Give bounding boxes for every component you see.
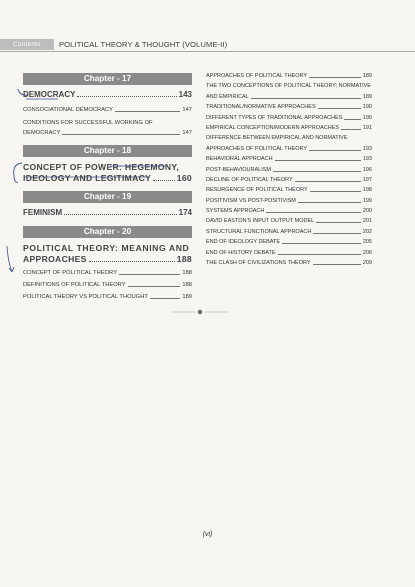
pen-bracket-mark [14,163,22,183]
toc-entry-feminism[interactable]: FEMINISM 174 [23,208,192,217]
toc-entry-positivism[interactable]: POSITIVISM VS POST-POSITIVISM 199 [206,197,372,204]
toc-entry-difference-empirical-normative[interactable]: DIFFERENCE BETWEEN EMPIRICAL AND NORMATIVE APPROACHES OF POLITICAL THEORY 193 [206,135,372,152]
toc-entry-systems[interactable]: SYSTEMS APPROACH 200 [206,208,372,215]
toc-entry-empirical-conception[interactable]: EMPIRICAL CONCEPTION/MODERN APPROACHES 191 [206,124,372,131]
toc-entry-concept-of-power[interactable]: CONCEPT OF POWER: HEGEMONY, IDEOLOGY AND LEGITIMACY 160 [23,162,192,183]
toc-entry-definitions-political-theory[interactable]: DEFINITIONS OF POLITICAL THEORY 188 [23,282,192,288]
toc-entry-concept-political-theory[interactable]: CONCEPT OF POLITICAL THEORY 188 [23,270,192,276]
toc-right-column [206,73,372,270]
toc-entry-behavioral[interactable]: BEHAVIORAL APPROACH 193 [206,156,372,163]
toc-entry-consociational-democracy[interactable]: CONSOCIATIONAL DEMOCRACY 147 [23,107,192,113]
diamond-divider-icon [170,309,230,315]
header-rule [0,51,415,52]
toc-entry-structural-functional[interactable]: STRUCTURAL FUNCTIONAL APPROACH 202 [206,228,372,235]
toc-entry-two-conceptions[interactable]: THE TWO CONCEPTIONS OF POLITICAL THEORY; NORMATIVE AND EMPIRICAL 189 [206,83,372,100]
toc-left-column [23,73,192,300]
running-header [0,39,415,51]
chapter-17-heading: Chapter - 17 [23,73,192,85]
toc-entry-conditions-democracy[interactable]: CONDITIONS FOR SUCCESSFUL WORKING OF DEMOCRACY 147 [23,120,192,136]
pen-arrow-mark [7,246,14,272]
toc-entry-types-traditional[interactable]: DIFFERENT TYPES OF TRADITIONAL APPROACHES 190 [206,114,372,121]
toc-entry-resurgence[interactable]: RESURGENCE OF POLITICAL THEORY 198 [206,187,372,194]
toc-entry-clash-of-civilizations[interactable]: THE CLASH OF CIVILIZATIONS THEORY 209 [206,260,372,267]
section-tag: Contents [0,39,54,50]
chapter-18-heading: Chapter - 18 [23,145,192,157]
chapter-19-heading: Chapter - 19 [23,191,192,203]
toc-entry-traditional-approaches[interactable]: TRADITIONAL/NORMATIVE APPROACHES 190 [206,104,372,111]
page-number: (vi) [202,531,213,538]
chapter-20-heading: Chapter - 20 [23,226,192,238]
toc-entry-political-theory-meaning[interactable]: POLITICAL THEORY: MEANING AND APPROACHES 188 [23,243,192,264]
toc-entry-approaches[interactable]: APPROACHES OF POLITICAL THEORY 189 [206,73,372,79]
toc-entry-post-behaviouralism[interactable]: POST-BEHAVIOURALISM 196 [206,166,372,173]
toc-entry-theory-vs-thought[interactable]: POLITICAL THEORY VS POLITICAL THOUGHT 189 [23,294,192,300]
toc-entry-end-of-history[interactable]: END OF HISTORY DEBATE 206 [206,249,372,256]
book-title: POLITICAL THEORY & THOUGHT (VOLUME-II) [59,40,228,49]
toc-entry-easton[interactable]: DAVID EASTON'S INPUT OUTPUT MODEL 201 [206,218,372,225]
toc-entry-decline[interactable]: DECLINE OF POLITICAL THEORY 197 [206,176,372,183]
toc-entry-end-of-ideology[interactable]: END OF IDEOLOGY DEBATE 205 [206,239,372,246]
toc-entry-democracy[interactable]: DEMOCRACY 143 [23,90,192,99]
